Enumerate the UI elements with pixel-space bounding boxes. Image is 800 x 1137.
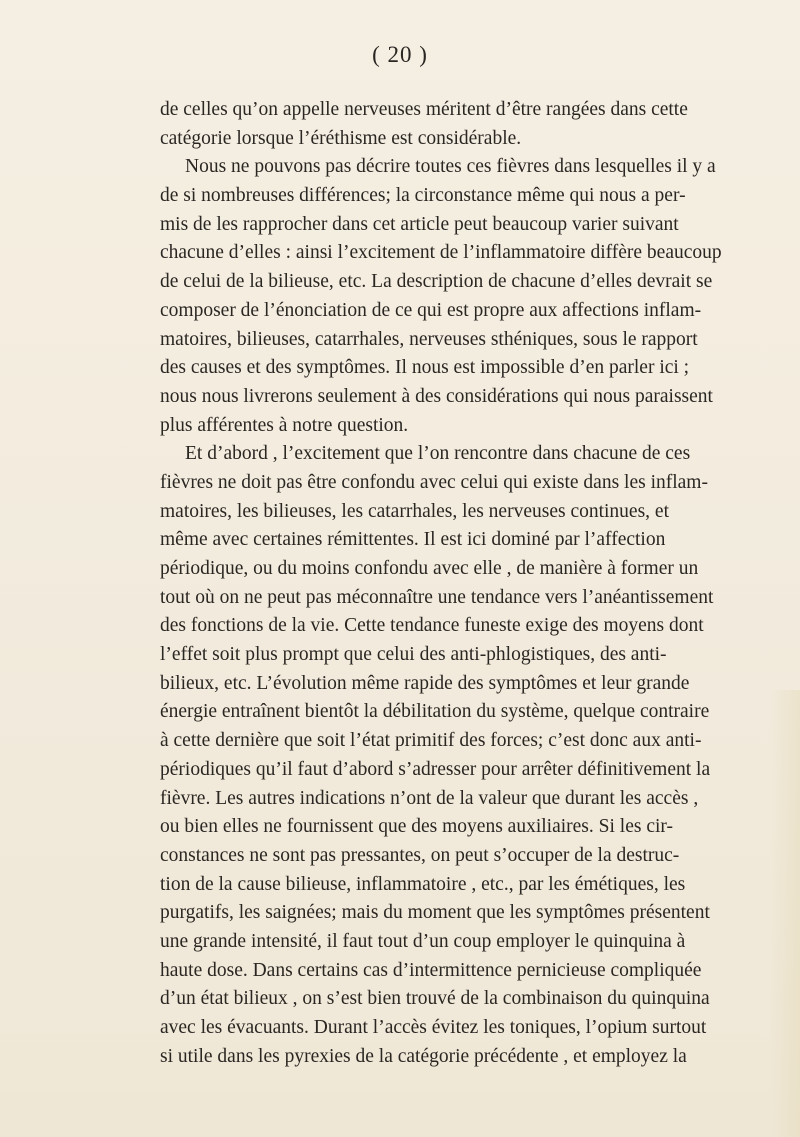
- text-line: d’un état bilieux , on s’est bien trouvé de la combinaison du quinquina: [160, 988, 710, 1010]
- text-line: mis de les rapprocher dans cet article peut beaucoup varier suivant: [160, 213, 679, 235]
- text-line: matoires, bilieuses, catarrhales, nerveuses sthéniques, sous le rapport: [160, 328, 698, 350]
- text-line: haute dose. Dans certains cas d’intermittence pernicieuse compliquée: [160, 959, 702, 981]
- body-text: [160, 96, 722, 1071]
- text-line: composer de l’énonciation de ce qui est propre aux affections inflam-: [160, 299, 702, 321]
- text-line: catégorie lorsque l’éréthisme est considérable.: [160, 127, 522, 149]
- text-line: une grande intensité, il faut tout d’un coup employer le quinquina à: [160, 930, 686, 952]
- page-number: ( 20 ): [372, 42, 428, 67]
- text-line: de celles qu’on appelle nerveuses méritent d’être rangées dans cette: [160, 99, 688, 120]
- text-line: nous nous livrerons seulement à des considérations qui nous paraissent: [160, 385, 713, 407]
- text-line: des causes et des symptômes. Il nous est impossible d’en parler ici ;: [160, 357, 690, 379]
- text-line: l’effet soit plus prompt que celui des anti-phlogistiques, des anti-: [160, 644, 667, 666]
- text-line: avec les évacuants. Durant l’accès évitez les toniques, l’opium surtout: [160, 1017, 707, 1038]
- text-line: même avec certaines rémittentes. Il est ici dominé par l’affection: [160, 529, 666, 551]
- text-line: des fonctions de la vie. Cette tendance funeste exige des moyens dont: [160, 615, 704, 637]
- text-line: tout où on ne peut pas méconnaître une tendance vers l’anéantissement: [160, 586, 714, 608]
- text-line: matoires, les bilieuses, les catarrhales, les nerveuses continues, et: [160, 500, 669, 522]
- text-line: purgatifs, les saignées; mais du moment que les symptômes présentent: [160, 902, 710, 924]
- text-line: plus afférentes à notre question.: [160, 414, 409, 436]
- text-line: Nous ne pouvons pas décrire toutes ces fièvres dans lesquelles il y a: [185, 156, 716, 178]
- text-line: fièvres ne doit pas être confondu avec celui qui existe dans les inflam-: [160, 471, 708, 493]
- text-line: fièvre. Les autres indications n’ont de la valeur que durant les accès ,: [160, 787, 699, 809]
- text-line: tion de la cause bilieuse, inflammatoire , etc., par les émétiques, les: [160, 873, 686, 895]
- text-line: Et d’abord , l’excitement que l’on rencontre dans chacune de ces: [185, 443, 691, 465]
- text-line: énergie entraînent bientôt la débilitation du système, quelque contraire: [160, 701, 710, 723]
- text-line: à cette dernière que soit l’état primitif des forces; c’est donc aux anti-: [160, 730, 702, 752]
- text-line: périodiques qu’il faut d’abord s’adresser pour arrêter définitivement la: [160, 758, 711, 780]
- text-line: si utile dans les pyrexies de la catégorie précédente , et employez la: [160, 1045, 687, 1067]
- text-line: de si nombreuses différences; la circonstance même qui nous a per-: [160, 185, 686, 207]
- text-line: ou bien elles ne fournissent que des moyens auxiliaires. Si les cir-: [160, 816, 673, 838]
- text-line: constances ne sont pas pressantes, on peut s’occuper de la destruc-: [160, 844, 680, 866]
- text-line: de celui de la bilieuse, etc. La description de chacune d’elles devrait se: [160, 271, 713, 293]
- text-line: périodique, ou du moins confondu avec elle , de manière à former un: [160, 558, 699, 579]
- paper-stain: [770, 690, 800, 1137]
- text-line: bilieux, etc. L’évolution même rapide des symptômes et leur grande: [160, 672, 690, 694]
- text-line: chacune d’elles : ainsi l’excitement de l’inflammatoire diffère beaucoup: [160, 242, 722, 264]
